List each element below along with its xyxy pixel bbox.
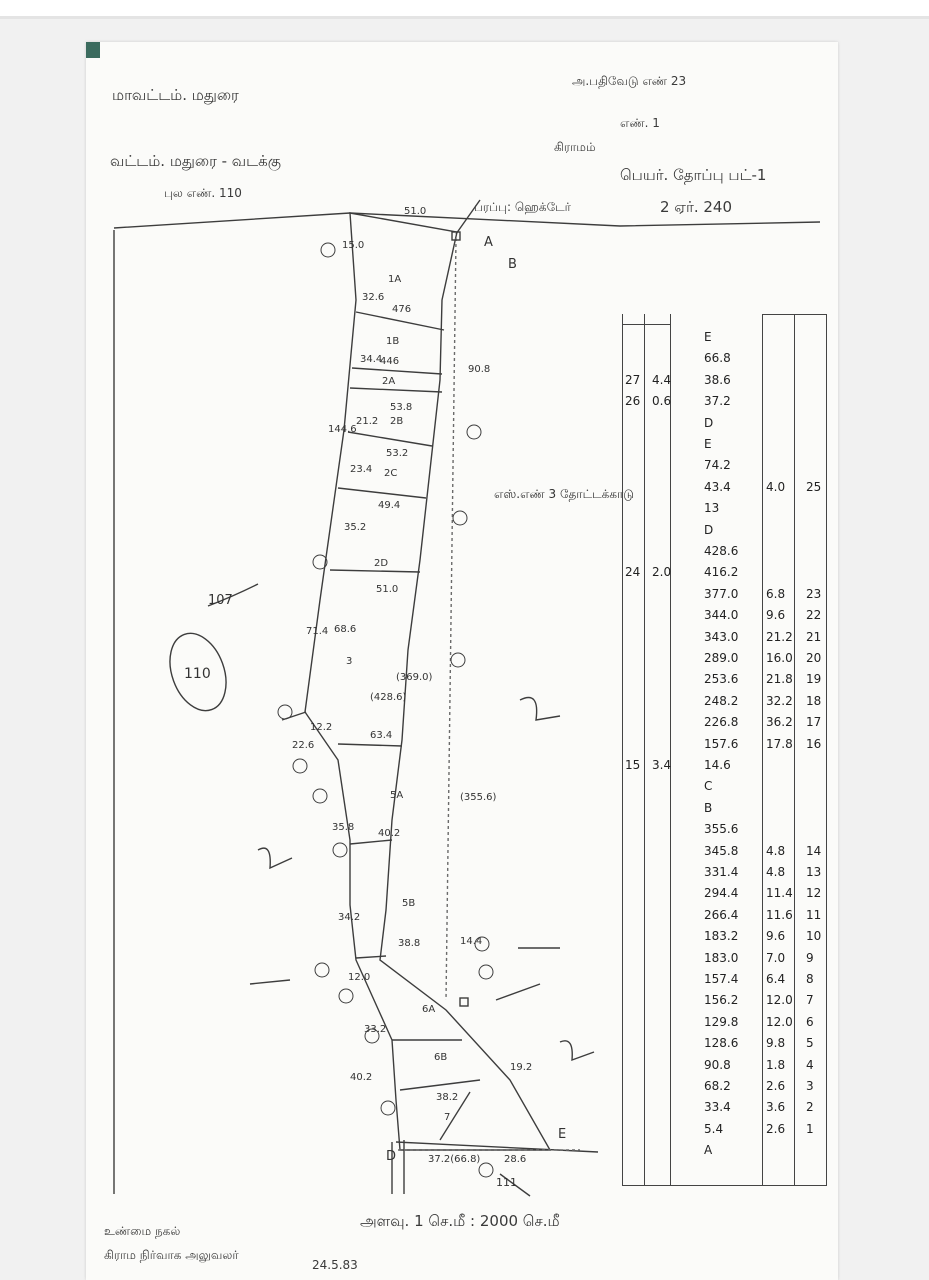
field-cell-station: 23: [806, 586, 822, 601]
bottom-neighbor: 111: [496, 1176, 517, 1189]
field-cell-station: 12: [806, 886, 822, 901]
survey-mark: [258, 848, 292, 868]
field-cell-off-l: 15: [625, 758, 641, 772]
field-cell-chain: 266.4: [704, 907, 739, 922]
field-cell-chain: 43.4: [704, 479, 731, 494]
length-14-4: 14.4: [460, 936, 483, 947]
sub-1b: 1B: [386, 336, 400, 347]
field-cell-dist-r: 11.6: [766, 907, 793, 922]
certification-line: உண்மை நகல்: [104, 1224, 181, 1238]
length-63-4: 63.4: [370, 730, 393, 741]
field-cell-chain: D: [704, 522, 714, 537]
field-cell-chain: 129.8: [704, 1014, 739, 1029]
field-cell-chain: 5.4: [704, 1121, 724, 1136]
field-cell-chain: 157.6: [704, 736, 739, 751]
length-22-6: 22.6: [292, 740, 315, 751]
field-cell-chain: 68.2: [704, 1079, 731, 1093]
field-cell-station: 10: [806, 929, 822, 944]
field-cell-chain: 128.6: [704, 1036, 739, 1051]
frame-line: [114, 213, 820, 228]
length-34-4: 34.4: [360, 354, 383, 365]
field-cell-dist-r: 2.6: [766, 1121, 786, 1136]
field-cell-chain: C: [704, 779, 713, 794]
field-cell-station: 7: [806, 993, 814, 1008]
field-cell-dist-r: 3.6: [766, 1100, 786, 1115]
field-cell-chain: 345.8: [704, 843, 739, 858]
field-cell-chain: 183.2: [704, 929, 739, 944]
field-cell-off-l: 27: [625, 372, 641, 387]
length-51-0: 51.0: [376, 584, 399, 595]
length-428-6: (428.6): [370, 692, 407, 703]
length-71-4: 71.4: [306, 626, 329, 637]
village-number: எண். 1: [620, 116, 660, 130]
area-5b: 38.8: [398, 938, 421, 949]
field-cell-chain: 428.6: [704, 544, 739, 558]
field-cell-station: 13: [806, 865, 822, 879]
length-90-8: 90.8: [468, 364, 491, 375]
field-cell-dist-r: 11.4: [766, 886, 793, 901]
field-cell-chain: 331.4: [704, 865, 739, 879]
field-cell-chain: 74.2: [704, 458, 731, 473]
sub-5b: 5B: [402, 898, 416, 909]
field-cell-dist-r: 9.6: [766, 608, 786, 623]
field-cell-chain: 226.8: [704, 715, 739, 730]
field-cell-station: 21: [806, 629, 822, 644]
length-top: 51.0: [404, 206, 427, 217]
sub-2c: 2C: [384, 468, 398, 479]
field-cell-chain: 377.0: [704, 586, 739, 601]
length-355-6: (355.6): [460, 792, 497, 803]
field-cell-station: 18: [806, 693, 822, 708]
length-40-2-left: 40.2: [350, 1072, 373, 1083]
field-cell-chain: 90.8: [704, 1057, 731, 1072]
field-cell-chain: 14.6: [704, 758, 731, 772]
survey-number-label: புல எண். 110: [164, 186, 242, 200]
field-cell-chain: 248.2: [704, 693, 739, 708]
length-34-2: 34.2: [338, 912, 361, 923]
field-cell-chain: D: [704, 415, 714, 430]
register-reference: அ.பதிவேடு எண் 23: [572, 74, 687, 88]
neighbor-north-label: எஸ்.எண் 3 தோட்டக்காடு: [494, 487, 635, 501]
area-2b: 53.8: [390, 402, 413, 413]
district-label: மாவட்டம். மதுரை: [112, 86, 239, 104]
field-cell-chain: E: [704, 330, 712, 344]
village-label: கிராமம்: [554, 140, 596, 154]
field-cell-station: 1: [806, 1121, 814, 1136]
sub-2b: 2B: [390, 416, 404, 427]
field-cell-dist-r: 9.8: [766, 1036, 786, 1051]
footer-date: 24.5.83: [312, 1258, 358, 1272]
length-68-6: 68.6: [334, 624, 357, 635]
length-28-6: 28.6: [504, 1154, 527, 1165]
scale-label: அளவு. 1 செ.மீ : 2000 செ.மீ: [360, 1212, 560, 1230]
survey-circle-number: 110: [184, 666, 211, 682]
field-cell-dist-r: 17.8: [766, 736, 793, 751]
field-cell-chain: 289.0: [704, 651, 739, 665]
length-35-2: 35.2: [344, 522, 367, 533]
field-cell-dist-r: 12.0: [766, 1014, 793, 1029]
length-19-2: 19.2: [510, 1062, 533, 1073]
field-cell-off-l: 26: [625, 394, 641, 409]
area-2c: 53.2: [386, 448, 409, 459]
area-1a: 476: [392, 304, 412, 315]
field-cell-dist-l: 4.4: [652, 372, 672, 387]
field-cell-station: 2: [806, 1100, 814, 1115]
field-cell-station: 4: [806, 1057, 814, 1072]
area-2d: 49.4: [378, 500, 401, 511]
field-cell-dist-r: 2.6: [766, 1079, 786, 1093]
survey-mark: [520, 698, 560, 721]
field-cell-off-l: 24: [625, 565, 641, 580]
sub-7: 7: [444, 1112, 451, 1123]
station-e: E: [558, 1127, 567, 1142]
extent-label: பரப்பு: ஹெக்டேர்: [474, 200, 571, 214]
sub-2d: 2D: [374, 558, 389, 569]
field-cell-chain: E: [704, 437, 712, 451]
field-cell-station: 9: [806, 950, 814, 965]
length-32-6: 32.6: [362, 292, 385, 303]
station-d: D: [386, 1149, 397, 1164]
field-cell-dist-r: 16.0: [766, 651, 793, 665]
length-33-2: 33.2: [364, 1024, 387, 1035]
field-cell-dist-r: 21.8: [766, 672, 793, 687]
field-cell-dist-r: 4.8: [766, 865, 786, 879]
length-35-8: 35.8: [332, 822, 355, 833]
field-cell-station: 8: [806, 972, 814, 986]
length-23-4: 23.4: [350, 464, 373, 475]
field-cell-station: 22: [806, 608, 822, 623]
field-cell-dist-l: 2.0: [652, 565, 672, 580]
field-cell-station: 14: [806, 843, 822, 858]
length-bottom: 37.2(66.8): [428, 1154, 481, 1165]
sub-1a: 1A: [388, 274, 402, 285]
field-cell-station: 17: [806, 715, 822, 730]
survey-mark: [560, 1041, 594, 1060]
field-cell-station: 11: [806, 907, 822, 922]
length-15: 15.0: [342, 240, 365, 251]
field-cell-chain: 157.4: [704, 972, 739, 986]
field-cell-chain: 183.0: [704, 950, 739, 965]
sub-6a: 6A: [422, 1004, 436, 1015]
field-cell-chain: 253.6: [704, 672, 739, 687]
sub-2a: 2A: [382, 376, 396, 387]
field-cell-chain: 355.6: [704, 822, 739, 837]
field-cell-dist-r: 4.0: [766, 479, 786, 494]
field-cell-dist-l: 0.6: [652, 394, 672, 409]
field-cell-dist-r: 12.0: [766, 993, 793, 1008]
field-cell-chain: 33.4: [704, 1100, 731, 1115]
field-cell-chain: A: [704, 1143, 713, 1158]
field-cell-station: 6: [806, 1014, 814, 1029]
field-cell-chain: 156.2: [704, 993, 739, 1008]
field-cell-dist-r: 6.8: [766, 586, 786, 601]
length-12-2: 12.2: [310, 722, 333, 733]
field-cell-dist-r: 6.4: [766, 972, 786, 986]
field-cell-chain: 13: [704, 501, 720, 516]
field-cell-chain: 416.2: [704, 565, 739, 580]
field-cell-dist-r: 21.2: [766, 629, 793, 644]
length-369-0: (369.0): [396, 672, 433, 683]
sub-5a: 5A: [390, 790, 404, 801]
officer-signature-line: கிராம நிர்வாக அலுவலர்: [104, 1248, 239, 1262]
field-cell-chain: 344.0: [704, 608, 739, 623]
area-5a: 40.2: [378, 828, 401, 839]
extent-value: 2 ஏர். 240: [660, 198, 732, 216]
village-name: பெயர். தோப்பு பட்-1: [620, 166, 767, 184]
field-cell-chain: 343.0: [704, 629, 739, 644]
length-144-6: 144.6: [328, 424, 357, 435]
station-a: A: [484, 235, 493, 250]
field-cell-station: 5: [806, 1036, 814, 1051]
station-marker: [460, 998, 468, 1006]
field-cell-station: 3: [806, 1079, 814, 1093]
field-cell-dist-l: 3.4: [652, 758, 672, 772]
sub-3: 3: [346, 656, 353, 667]
field-cell-dist-r: 4.8: [766, 843, 786, 858]
field-cell-chain: 66.8: [704, 351, 731, 366]
field-cell-chain: 37.2: [704, 394, 731, 409]
field-cell-station: 25: [806, 479, 822, 494]
field-cell-chain: B: [704, 800, 713, 815]
field-cell-chain: 38.6: [704, 372, 731, 387]
field-cell-dist-r: 32.2: [766, 693, 793, 708]
area-1b: 446: [380, 356, 400, 367]
length-12-0: 12.0: [348, 972, 371, 983]
station-b: B: [508, 257, 517, 272]
field-cell-dist-r: 9.6: [766, 929, 786, 944]
field-cell-dist-r: 1.8: [766, 1057, 786, 1072]
field-cell-station: 19: [806, 672, 822, 687]
field-cell-station: 20: [806, 651, 822, 665]
field-cell-chain: 294.4: [704, 886, 739, 901]
length-21-2: 21.2: [356, 416, 379, 427]
field-cell-station: 16: [806, 736, 822, 751]
area-7: 38.2: [436, 1092, 459, 1103]
field-cell-dist-r: 36.2: [766, 715, 793, 730]
sub-6b: 6B: [434, 1052, 448, 1063]
field-cell-dist-r: 7.0: [766, 950, 786, 965]
taluk-label: வட்டம். மதுரை - வடக்கு: [110, 152, 281, 170]
neighbor-left-number: 107: [208, 593, 233, 608]
